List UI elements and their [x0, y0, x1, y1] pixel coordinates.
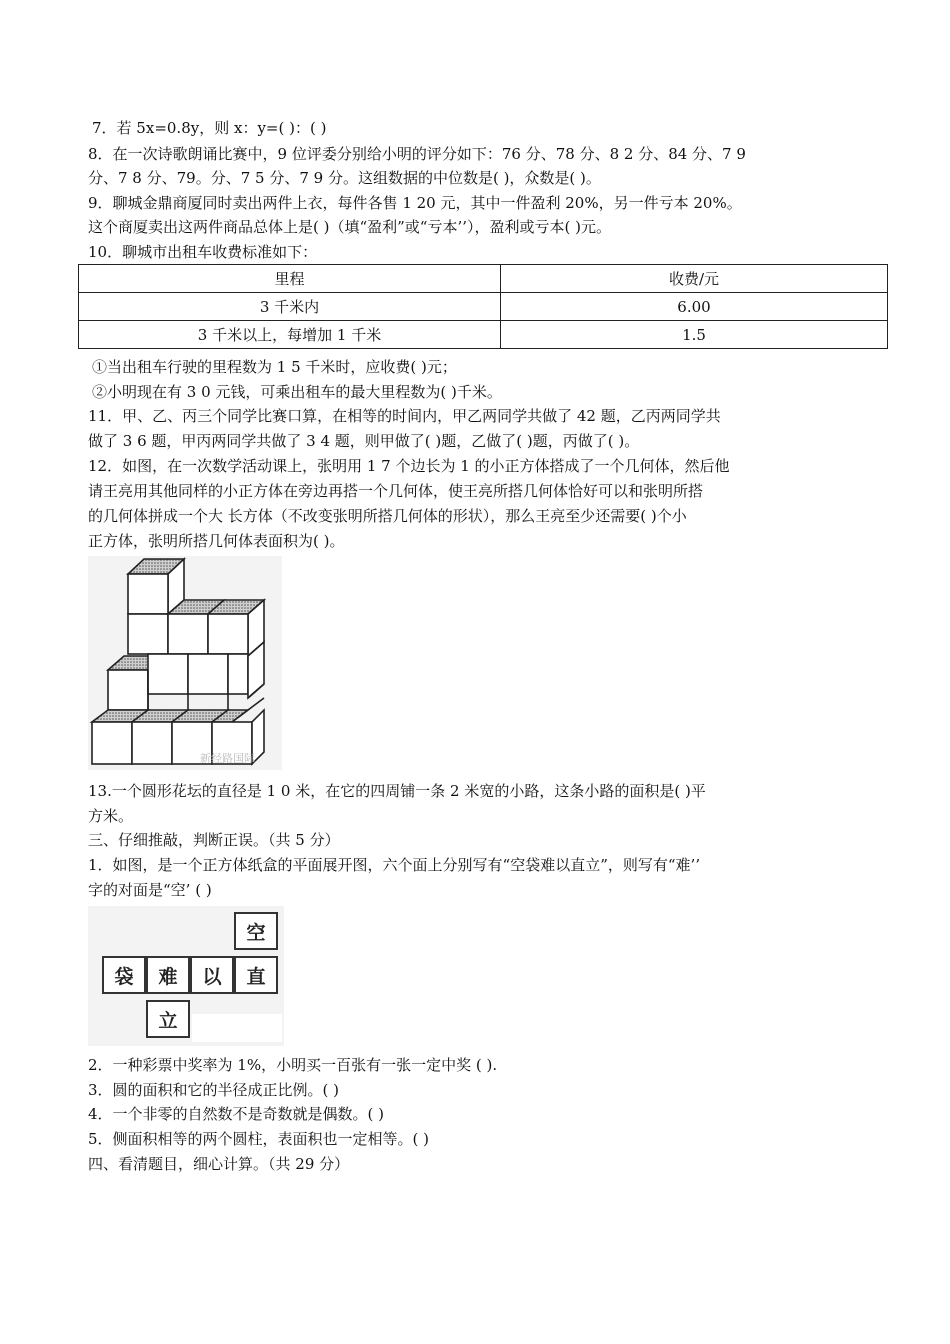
- question-11-line2: 做了 3 6 题，甲丙两同学共做了 3 4 题，则甲做了( )题，乙做了( )题，丙做了( )。: [88, 432, 640, 450]
- section-3-question-5: 5．侧面积相等的两个圆柱，表面积也一定相等。( ): [88, 1130, 430, 1148]
- section-3-title: 三、仔细推敲，判断正误。（共 5 分）: [88, 831, 340, 849]
- table-cell: 1.5: [501, 321, 888, 349]
- taxi-fare-table: [78, 264, 888, 349]
- question-7: 7．若 5x=0.8y，则 x：y=( )：( ): [92, 119, 327, 137]
- net-face: 袋: [102, 956, 146, 994]
- question-12-line2: 请王亮用其他同样的小正方体在旁边再搭一个几何体，使王亮所搭几何体恰好可以和张明所搭: [88, 482, 704, 500]
- question-9-line2: 这个商厦卖出这两件商品总体上是( )（填“盈利”或“亏本’’），盈利或亏本( )元。: [88, 218, 611, 236]
- figure-watermark: 新经路国际: [200, 752, 255, 765]
- question-9-line1: 9．聊城金鼎商厦同时卖出两件上衣，每件各售 1 20 元，其中一件盈利 20%，另一件亏本 20%。: [88, 194, 742, 212]
- table-header-cell: 收费/元: [501, 265, 888, 293]
- table-cell: 6.00: [501, 293, 888, 321]
- net-face-bottom: 立: [146, 1000, 190, 1038]
- question-12-line3: 的几何体拼成一个大 长方体（不改变张明所搭几何体的形状），那么王亮至少还需要( )个小: [88, 507, 687, 525]
- section-3-question-4: 4．一个非零的自然数不是奇数就是偶数。( ): [88, 1105, 385, 1123]
- question-12-line4: 正方体，张明所搭几何体表面积为( )。: [88, 532, 345, 550]
- section-4-title: 四、看清题目，细心计算。（共 29 分）: [88, 1155, 350, 1173]
- question-10-intro: 10．聊城市出租车收费标准如下：: [88, 243, 318, 261]
- net-face-top: 空: [234, 912, 278, 950]
- question-8-line1: 8．在一次诗歌朗诵比赛中，9 位评委分别给小明的评分如下：76 分、78 分、8 2 分、84 分、7 9: [88, 145, 746, 163]
- section-3-question-1-line1: 1．如图，是一个正方体纸盒的平面展开图，六个面上分别写有“空袋难以直立”，则写有“难’’: [88, 856, 701, 874]
- question-8-line2: 分、7 8 分、79。分、7 5 分、7 9 分。这组数据的中位数是( )，众数是( )。: [88, 169, 601, 187]
- cube-net-figure: [88, 906, 284, 1046]
- table-cell: 3 千米内: [79, 293, 501, 321]
- table-header-row: [79, 265, 888, 293]
- net-face: 难: [146, 956, 190, 994]
- question-13-line1: 13.一个圆形花坛的直径是 1 0 米，在它的四周铺一条 2 米宽的小路，这条小路的面积是( )平: [88, 782, 706, 800]
- question-13-line2: 方米。: [88, 807, 134, 825]
- net-face: 以: [190, 956, 234, 994]
- blank-patch: [192, 1014, 282, 1042]
- question-11-line1: 11．甲、乙、丙三个同学比赛口算，在相等的时间内，甲乙两同学共做了 42 题，乙丙两同学共: [88, 407, 721, 425]
- question-10-part-a: ①当出租车行驶的里程数为 1 5 千米时，应收费( )元；: [92, 358, 457, 376]
- table-row: [79, 293, 888, 321]
- question-10-part-b: ②小明现在有 3 0 元钱，可乘出租车的最大里程数为( )千米。: [92, 383, 502, 401]
- section-3-question-3: 3．圆的面积和它的半径成正比例。( ): [88, 1081, 340, 1099]
- section-3-question-2: 2．一种彩票中奖率为 1%，小明买一百张有一张一定中奖 ( ).: [88, 1056, 498, 1074]
- table-row: [79, 321, 888, 349]
- table-cell: 3 千米以上，每增加 1 千米: [79, 321, 501, 349]
- table-header-cell: 里程: [79, 265, 501, 293]
- net-face: 直: [234, 956, 278, 994]
- cube-stack-figure: [88, 556, 282, 770]
- section-3-question-1-line2: 字的对面是“空’ ( ): [88, 881, 212, 899]
- question-12-line1: 12．如图，在一次数学活动课上，张明用 1 7 个边长为 1 的小正方体搭成了一个几何体，然后他: [88, 457, 730, 475]
